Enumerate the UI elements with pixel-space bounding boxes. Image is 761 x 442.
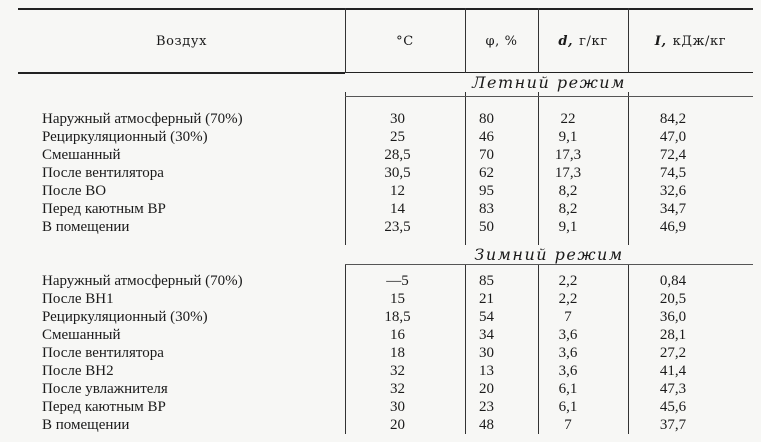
row-humidity: 95 — [479, 183, 494, 199]
table-row — [0, 146, 761, 164]
section-title-winter: Зимний режим — [345, 245, 753, 264]
row-humidity: 34 — [479, 327, 494, 343]
row-temperature: 30 — [390, 399, 405, 415]
row-temperature: —5 — [386, 273, 409, 289]
winter-rows — [0, 272, 761, 434]
row-moisture: 7 — [564, 309, 572, 325]
row-enthalpy: 47,0 — [659, 129, 687, 145]
row-name: Рециркуляционный (30%) — [42, 129, 208, 145]
row-moisture: 2,2 — [558, 291, 578, 307]
row-enthalpy: 20,5 — [659, 291, 687, 307]
header-moisture-symbol: d, — [558, 33, 574, 49]
row-temperature: 20 — [390, 417, 405, 433]
row-enthalpy: 74,5 — [659, 165, 687, 181]
section-divider — [345, 96, 753, 97]
row-humidity: 21 — [479, 291, 494, 307]
row-enthalpy: 46,9 — [659, 219, 687, 235]
row-name: Рециркуляционный (30%) — [42, 309, 208, 325]
table-row — [0, 128, 761, 146]
row-moisture: 6,1 — [558, 399, 578, 415]
row-moisture: 17,3 — [554, 165, 582, 181]
row-name: После увлажнителя — [42, 381, 168, 397]
row-humidity: 80 — [479, 111, 494, 127]
row-name: В помещении — [42, 219, 130, 235]
row-enthalpy: 45,6 — [659, 399, 687, 415]
row-humidity: 62 — [479, 165, 494, 181]
row-temperature: 18,5 — [384, 309, 411, 325]
row-moisture: 22 — [560, 111, 576, 127]
table-row — [0, 326, 761, 344]
row-humidity: 54 — [479, 309, 494, 325]
row-humidity: 13 — [479, 363, 494, 379]
section-divider — [345, 264, 753, 265]
row-enthalpy: 28,1 — [659, 327, 687, 343]
table-row — [0, 344, 761, 362]
section-title-summer: Летний режим — [345, 73, 753, 92]
row-name: Наружный атмосферный (70%) — [42, 111, 243, 127]
row-humidity: 46 — [479, 129, 494, 145]
table-row — [0, 110, 761, 128]
row-name: После ВО — [42, 183, 107, 199]
row-moisture: 2,2 — [558, 273, 578, 289]
row-humidity: 48 — [479, 417, 494, 433]
row-moisture: 8,2 — [558, 183, 578, 199]
row-enthalpy: 36,0 — [659, 309, 687, 325]
row-moisture: 8,2 — [558, 201, 578, 217]
row-name: После ВН1 — [42, 291, 114, 307]
header-enthalpy-symbol: I, — [654, 33, 667, 49]
row-moisture: 7 — [564, 417, 572, 433]
header-enthalpy-unit: кДж/кг — [672, 33, 727, 49]
table-header — [18, 8, 753, 74]
row-temperature: 14 — [390, 201, 405, 217]
row-name: Перед каютным ВР — [42, 201, 166, 217]
row-name: Смешанный — [42, 327, 121, 343]
table-row — [0, 272, 761, 290]
header-enthalpy — [628, 10, 753, 72]
header-moisture-unit: г/кг — [579, 33, 608, 49]
row-temperature: 15 — [390, 291, 405, 307]
row-moisture: 9,1 — [558, 129, 578, 145]
row-enthalpy: 37,7 — [659, 417, 687, 433]
row-temperature: 23,5 — [384, 219, 411, 235]
row-name: После ВН2 — [42, 363, 114, 379]
row-temperature: 32 — [390, 363, 405, 379]
table-row — [0, 380, 761, 398]
table-row — [0, 398, 761, 416]
row-humidity: 85 — [479, 273, 494, 289]
header-humidity: φ, % — [485, 33, 518, 49]
row-enthalpy: 0,84 — [659, 273, 687, 289]
row-humidity: 30 — [479, 345, 494, 361]
row-name: В помещении — [42, 417, 130, 433]
table-row — [0, 308, 761, 326]
row-enthalpy: 84,2 — [659, 111, 687, 127]
row-name: Наружный атмосферный (70%) — [42, 273, 243, 289]
header-temperature: °С — [396, 33, 414, 49]
table-row — [0, 416, 761, 434]
row-humidity: 50 — [479, 219, 494, 235]
table-row — [0, 362, 761, 380]
row-temperature: 18 — [390, 345, 405, 361]
table-row — [0, 164, 761, 182]
table-row — [0, 218, 761, 236]
row-temperature: 12 — [390, 183, 405, 199]
row-enthalpy: 34,7 — [659, 201, 687, 217]
row-temperature: 16 — [390, 327, 405, 343]
row-moisture: 6,1 — [558, 381, 578, 397]
row-name: Смешанный — [42, 147, 121, 163]
row-name: Перед каютным ВР — [42, 399, 166, 415]
row-moisture: 3,6 — [558, 327, 578, 343]
row-temperature: 28,5 — [384, 147, 411, 163]
row-moisture: 9,1 — [558, 219, 578, 235]
table-row — [0, 182, 761, 200]
row-humidity: 23 — [479, 399, 494, 415]
row-name: После вентилятора — [42, 165, 164, 181]
row-enthalpy: 47,3 — [659, 381, 687, 397]
header-moisture — [538, 10, 628, 72]
row-temperature: 30,5 — [384, 165, 411, 181]
header-air: Воздух — [155, 33, 208, 49]
row-moisture: 17,3 — [554, 147, 582, 163]
row-humidity: 70 — [479, 147, 494, 163]
row-enthalpy: 27,2 — [659, 345, 687, 361]
row-enthalpy: 72,4 — [659, 147, 687, 163]
row-humidity: 83 — [479, 201, 494, 217]
row-temperature: 25 — [390, 129, 405, 145]
row-moisture: 3,6 — [558, 363, 578, 379]
row-enthalpy: 32,6 — [659, 183, 687, 199]
table-row — [0, 290, 761, 308]
summer-rows — [0, 110, 761, 236]
row-humidity: 20 — [479, 381, 494, 397]
table-row — [0, 200, 761, 218]
row-moisture: 3,6 — [558, 345, 578, 361]
row-name: После вентилятора — [42, 345, 164, 361]
row-enthalpy: 41,4 — [659, 363, 687, 379]
row-temperature: 30 — [390, 111, 405, 127]
row-temperature: 32 — [390, 381, 405, 397]
